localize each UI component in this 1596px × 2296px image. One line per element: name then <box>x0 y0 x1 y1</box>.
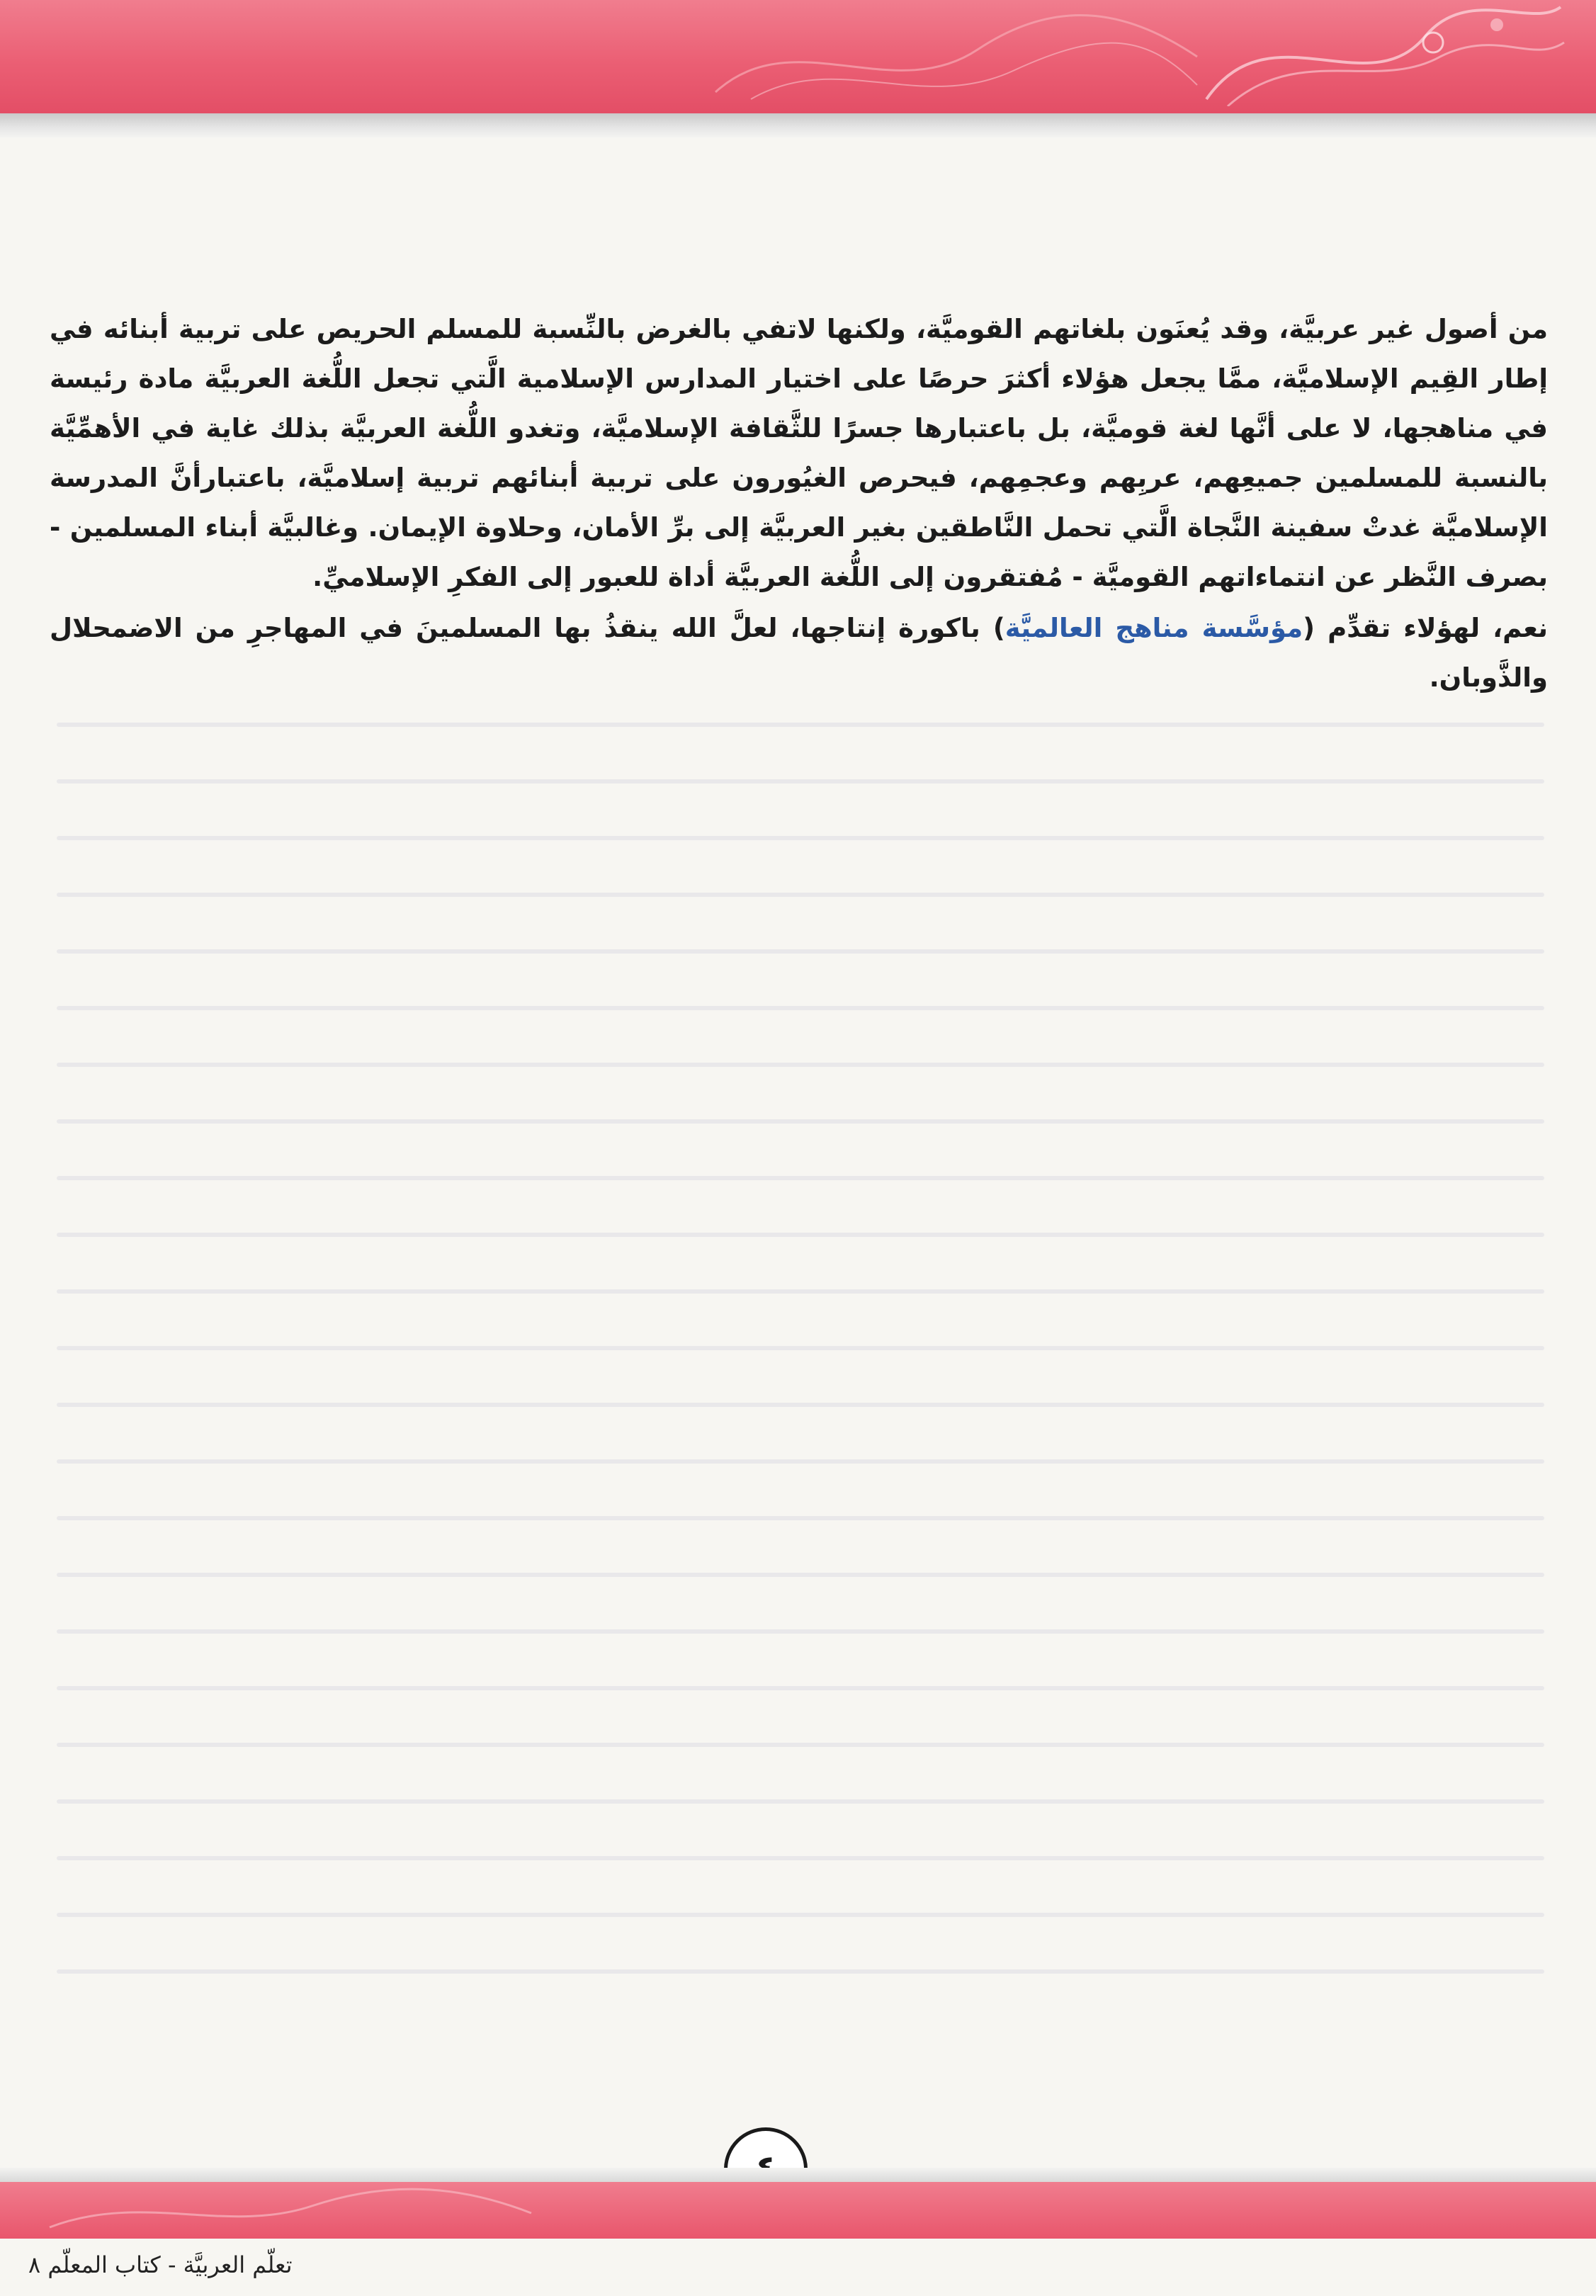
footer-book-title: تعلّم العربيَّة - كتاب المعلّم ٨ <box>28 2251 293 2278</box>
show-through-background <box>57 723 1544 2069</box>
bottom-gray-strip <box>0 2168 1596 2182</box>
bottom-decorative-band <box>0 2182 1596 2239</box>
closing-paragraph <box>50 604 1548 703</box>
paragraph: من أصول غير عربيَّة، وقد يُعنَون بلغاتهم القوميَّة، ولكنها لاتفي بالغرض بالنِّسبة للمسلم الحريص على تربية أبنائه في إطار القِيم الإسلاميَّة، ممَّا يجعل هؤلاء أكثرَ حرصًا على اختيار المدارس الإسلامية الَّتي تجعل اللُّغة العربيَّة مادة رئيسة في مناهجها، لا على أنَّها لغة قوميَّة، بل باعتبارها جسرًا للثَّقافة الإسلاميَّة، وتغدو اللُّغة العربيَّة بذلك غاية في الأهمِّيَّة بالنسبة للمسلمين جميعِهم، عربِهم وعجمِهم، فيحرص الغيُورون على تربية أبنائهم تربية إسلاميَّة، باعتبارأنَّ المدرسة الإسلاميَّة غدتْ سفينة النَّجاة الَّتي تحمل النَّاطقين بغير العربيَّة إلى برِّ الأمان، وحلاوة الإيمان. وغالبيَّة أبناء المسلمين - بصرف النَّظر عن انتماءاتهم القوميَّة - مُفتقرون إلى اللُّغة العربيَّة أداة للعبور إلى الفكرِ الإسلاميِّ. <box>50 314 1548 592</box>
top-gray-strip <box>0 113 1596 137</box>
floral-ornament-icon <box>43 2185 538 2234</box>
swirl-ornament-icon <box>1199 0 1568 106</box>
foundation-name: مؤسَّسة مناهج العالميَّة <box>1004 613 1303 643</box>
body-text <box>50 305 1548 703</box>
top-decorative-band <box>0 0 1596 113</box>
closing-text-start: نعم، لهؤلاء تقدِّم ( <box>1303 613 1548 643</box>
floral-ornament-icon <box>708 7 1204 106</box>
closing-text-end: ) باكورة إنتاجها، لعلَّ الله ينقذُ بها المسلمينَ في المهاجرِ من الاضمحلال والذَّوبان. <box>50 613 1548 693</box>
